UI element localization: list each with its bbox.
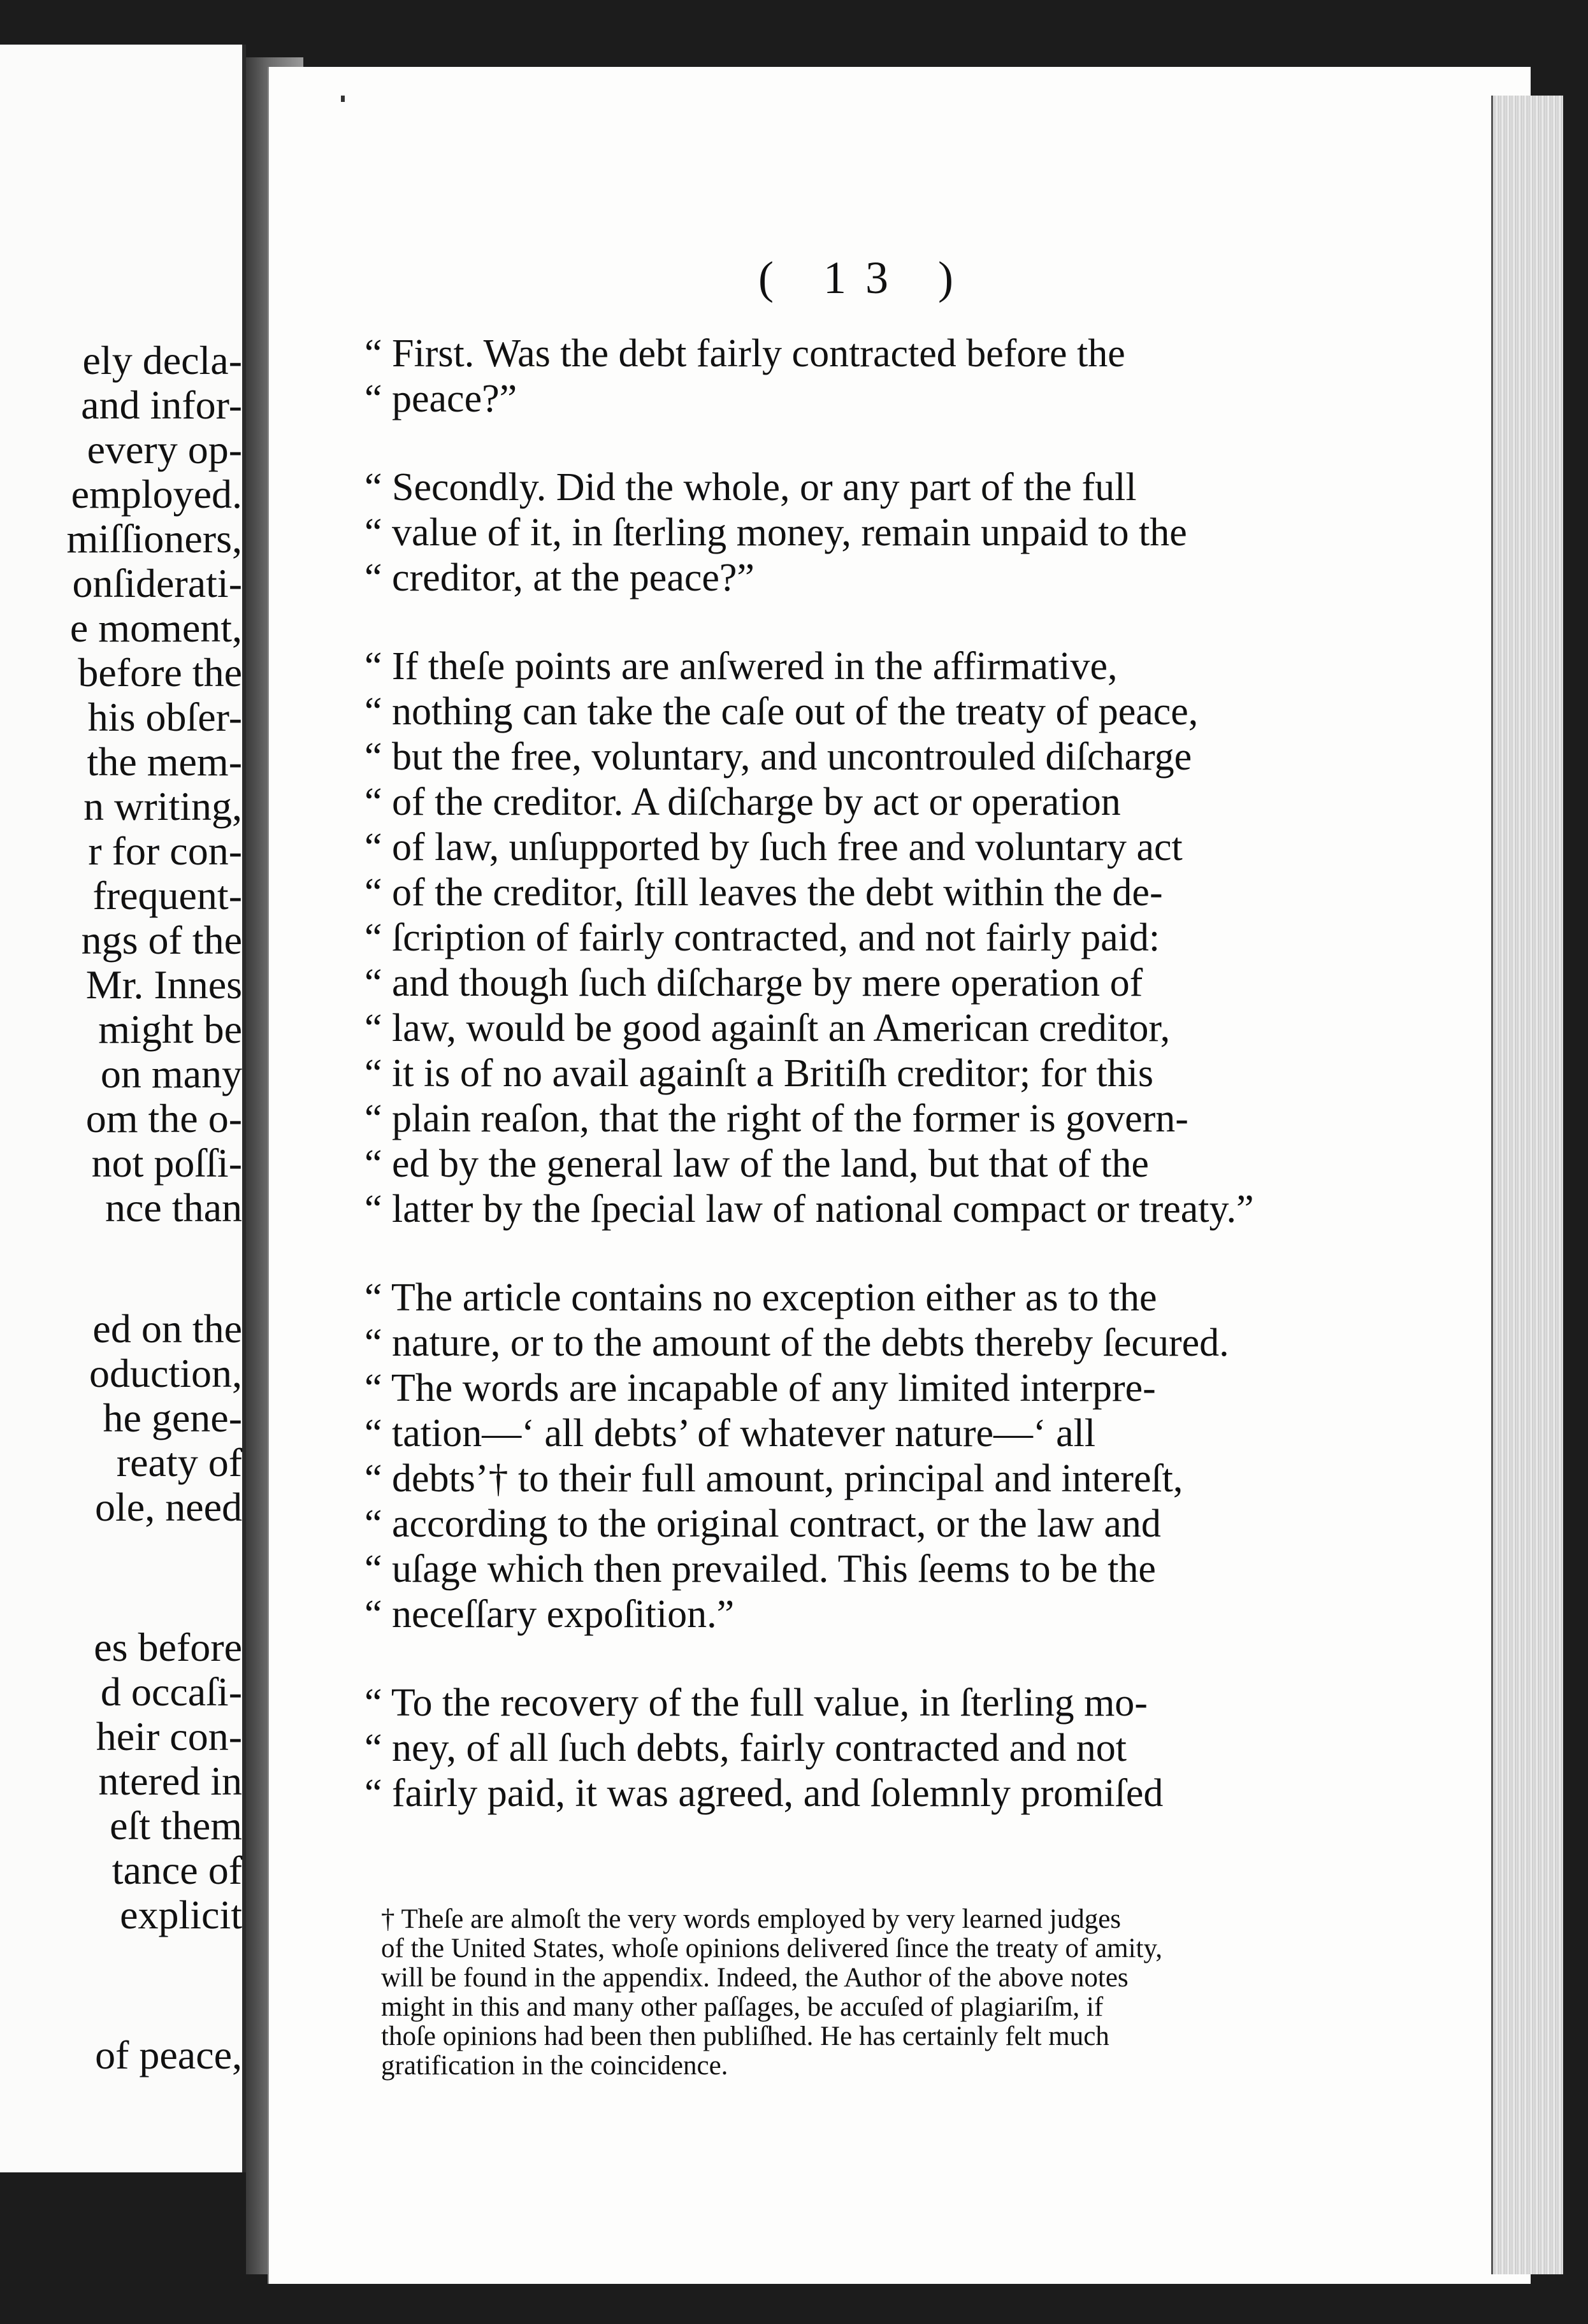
- text-line: “ plain reaſon, that the right of the former is govern-: [365, 1097, 1188, 1140]
- text-line: “ The article contains no exception either as to the: [365, 1276, 1157, 1319]
- print-mark: [341, 96, 345, 102]
- left-page-line: ngs of the: [81, 917, 242, 963]
- text-line: “ it is of no avail againſt a Britiſh creditor; for this: [365, 1052, 1153, 1095]
- text-line: “ tation—‘ all debts’ of whatever nature—‘ all: [365, 1412, 1096, 1455]
- text-line: “ ed by the general law of the land, but that of the: [365, 1142, 1149, 1186]
- text-line: “ according to the original contract, or the law and: [365, 1502, 1161, 1546]
- left-page-line: nce than: [105, 1185, 242, 1230]
- text-line: “ First. Was the debt fairly contracted before the: [365, 332, 1125, 375]
- left-page-line: employed.: [71, 471, 242, 517]
- left-page-line: reaty of: [116, 1440, 242, 1485]
- left-page-line: on many: [100, 1051, 242, 1096]
- left-page-line: eſt them: [110, 1803, 242, 1848]
- text-line: “ The words are incapable of any limited interpre-: [365, 1366, 1156, 1410]
- text-line: “ peace?”: [365, 377, 517, 420]
- left-page-line: and infor-: [81, 382, 242, 427]
- text-line: “ but the free, voluntary, and uncontrouled diſcharge: [365, 735, 1192, 778]
- text-line: “ of the creditor. A diſcharge by act or operation: [365, 780, 1121, 824]
- left-page-line: his obſer-: [87, 694, 242, 740]
- left-page-line: onſiderati-: [72, 561, 242, 606]
- page-edge-stack: [1491, 96, 1563, 2274]
- left-page-line: frequent-: [92, 873, 242, 918]
- text-line: “ To the recovery of the full value, in ſterling mo-: [365, 1681, 1148, 1725]
- left-page-line: every op-: [87, 427, 242, 472]
- left-page-line: the mem-: [87, 739, 242, 784]
- left-page-line: es before: [94, 1625, 242, 1670]
- left-page-line: miſſioners,: [66, 516, 242, 561]
- left-page-line: r for con-: [88, 828, 242, 873]
- left-page-line: d occaſi-: [100, 1669, 242, 1714]
- text-line: “ neceſſary expoſition.”: [365, 1593, 735, 1636]
- left-page-line: ely decla-: [82, 338, 242, 383]
- paragraph-gap: [365, 422, 1333, 465]
- text-line: “ value of it, in ſterling money, remain unpaid to the: [365, 511, 1187, 554]
- text-line: “ creditor, at the peace?”: [365, 556, 754, 599]
- text-line: “ uſage which then prevailed. This ſeems to be the: [365, 1547, 1156, 1591]
- footnote-line: will be found in the appendix. Indeed, the Author of the above notes: [381, 1963, 1129, 1993]
- left-page-line: of peace,: [95, 2032, 242, 2077]
- left-page-line: ole, need: [95, 1484, 242, 1530]
- paragraph-gap: [365, 1637, 1333, 1681]
- footnote-line: of the United States, whoſe opinions delivered ſince the treaty of amity,: [381, 1933, 1162, 1963]
- text-line: “ ney, of all ſuch debts, fairly contracted and not: [365, 1726, 1127, 1770]
- left-page-fragment: [0, 45, 246, 2172]
- left-page-line: om the o-: [85, 1096, 242, 1141]
- text-line: “ fairly paid, it was agreed, and ſolemnly promiſed: [365, 1772, 1164, 1815]
- text-line: “ Secondly. Did the whole, or any part of the full: [365, 466, 1137, 509]
- left-page-line: before the: [78, 650, 242, 695]
- left-page-line: ntered in: [98, 1758, 242, 1804]
- text-line: “ ſcription of fairly contracted, and not fairly paid:: [365, 916, 1160, 959]
- page-number: ( 13 ): [758, 252, 972, 303]
- main-text: [365, 331, 1333, 1816]
- left-page-line: oduction,: [89, 1351, 242, 1396]
- text-line: “ If theſe points are anſwered in the affirmative,: [365, 645, 1118, 688]
- footnote-line: might in this and many other paſſages, be accuſed of plagiariſm, if: [381, 1992, 1104, 2022]
- text-line: “ debts’† to their full amount, principal and intereſt,: [365, 1457, 1183, 1500]
- text-line: “ nothing can take the caſe out of the treaty of peace,: [365, 690, 1199, 733]
- left-page-line: Mr. Innes: [85, 962, 242, 1007]
- left-page-line: tance of: [112, 1847, 242, 1893]
- footnote-line: † Theſe are almoſt the very words employed by very learned judges: [381, 1904, 1122, 1934]
- text-line: “ of law, unſupported by ſuch free and voluntary act: [365, 826, 1183, 869]
- left-page-line: ed on the: [92, 1306, 242, 1351]
- text-line: “ latter by the ſpecial law of national compact or treaty.”: [365, 1187, 1254, 1231]
- left-page-line: heir con-: [96, 1714, 242, 1759]
- paragraph-gap: [365, 1232, 1333, 1275]
- left-page-line: might be: [98, 1007, 242, 1052]
- left-page-line: not poſſi-: [91, 1140, 242, 1186]
- left-page-line: n writing,: [83, 784, 242, 829]
- text-line: “ law, would be good againſt an American creditor,: [365, 1007, 1171, 1050]
- left-page-line: e moment,: [69, 605, 242, 650]
- footnote: [381, 1905, 1299, 2081]
- text-line: “ nature, or to the amount of the debts thereby ſecured.: [365, 1321, 1229, 1365]
- footnote-line: gratification in the coincidence.: [381, 2051, 728, 2081]
- footnote-line: thoſe opinions had been then publiſhed. He has certainly felt much: [381, 2021, 1109, 2051]
- left-page-line: he gene-: [103, 1395, 242, 1440]
- text-line: “ and though ſuch diſcharge by mere operation of: [365, 961, 1143, 1005]
- text-line: “ of the creditor, ſtill leaves the debt within the de-: [365, 871, 1163, 914]
- left-page-line: explicit: [120, 1892, 242, 1937]
- paragraph-gap: [365, 601, 1333, 644]
